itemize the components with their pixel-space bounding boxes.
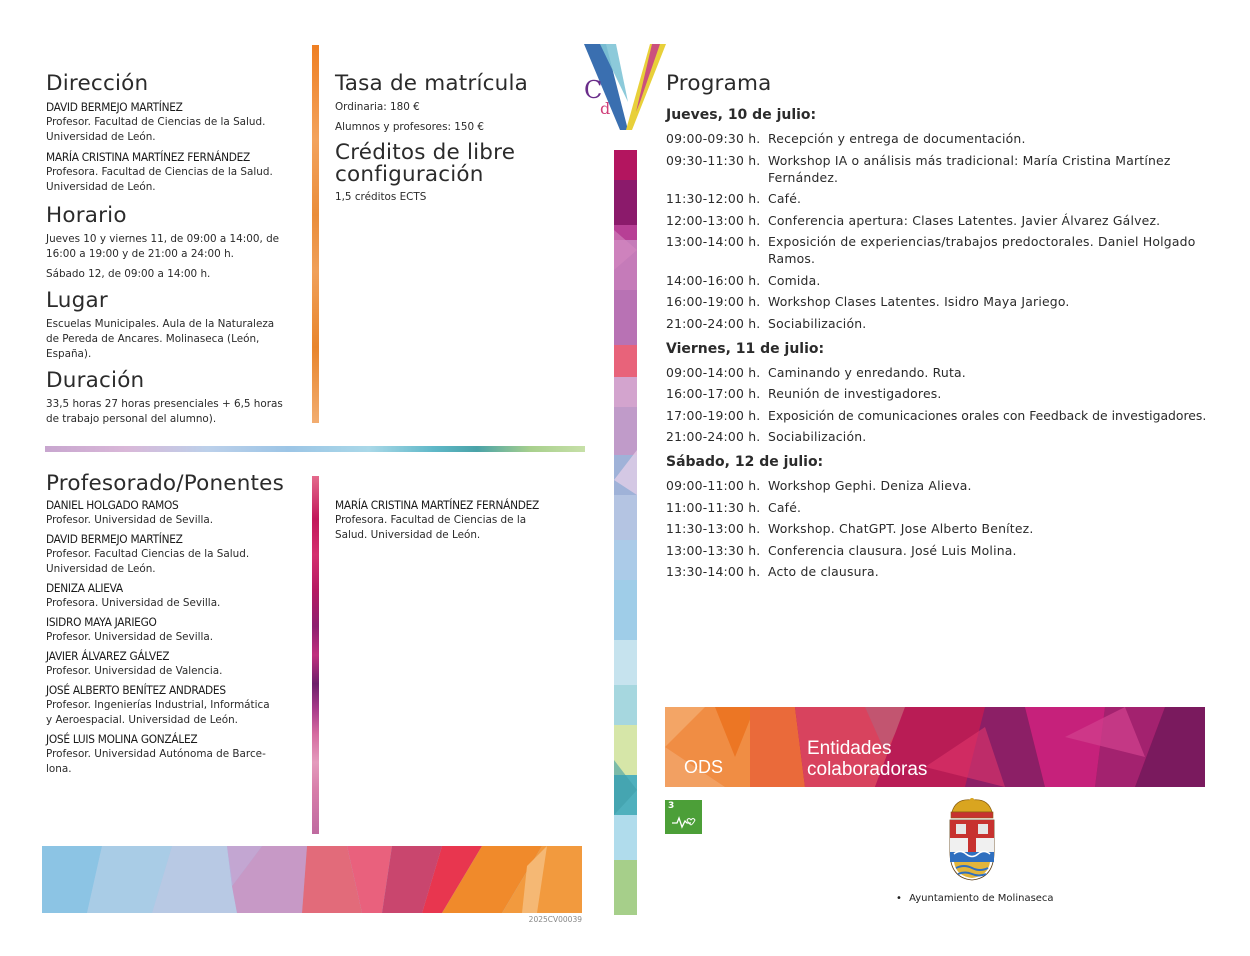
ponente-affiliation: Profesor. Facultad Ciencias de la Salud. [46, 548, 250, 560]
program-time: 21:00-24:00 h. [666, 315, 761, 331]
creditos-value: 1,5 créditos ECTS [335, 191, 427, 203]
ponente-affiliation: y Aeroespacial. Universidad de León. [46, 714, 238, 726]
lugar-text: Escuelas Municipales. Aula de la Naturaleza [46, 318, 275, 330]
program-row [666, 542, 1211, 559]
duracion-text: de trabajo personal del alumno). [46, 413, 217, 425]
program-desc: Café. [768, 191, 802, 206]
program-desc: Workshop Clases Latentes. Isidro Maya Jariego. [768, 294, 1070, 309]
program-time: 11:00-11:30 h. [666, 499, 761, 515]
program-row [666, 499, 1211, 516]
day-heading: Sábado, 12 de julio: [666, 454, 824, 470]
ponente-affiliation: lona. [46, 763, 72, 775]
program-desc: Comida. [768, 272, 821, 288]
ponente-name: JOSÉ ALBERTO BENÍTEZ ANDRADES [46, 683, 226, 697]
director-affiliation: Profesor. Facultad de Ciencias de la Salud. [46, 116, 266, 128]
entidades-line: colaboradoras [807, 759, 928, 780]
direccion-section [46, 72, 308, 200]
program-desc: Acto de clausura. [768, 564, 879, 579]
ponente-affiliation: Profesor. Universidad de Sevilla. [46, 514, 214, 526]
lugar-text: España). [46, 348, 92, 360]
logo-letter: d [600, 99, 611, 118]
creditos-section [335, 142, 575, 205]
creditos-heading-line: configuración [335, 162, 484, 187]
ponente-entry [46, 498, 308, 528]
ayuntamiento-caption [896, 893, 1054, 904]
program-time: 11:30-13:00 h. [666, 521, 761, 536]
horario-heading: Horario [46, 203, 127, 228]
ponente-right [335, 498, 575, 543]
tasa-ordinaria: Ordinaria: 180 € [335, 101, 420, 113]
tasa-heading: Tasa de matrícula [335, 71, 529, 96]
program-row [666, 293, 1211, 310]
programa-heading: Programa [666, 71, 772, 96]
ods-number: 3 [668, 801, 675, 811]
director-2 [46, 150, 308, 195]
ponente-affiliation: Profesor. Universidad de Sevilla. [46, 631, 214, 643]
ponente-name: JAVIER ÁLVAREZ GÁLVEZ [46, 649, 170, 663]
program-row [666, 428, 1211, 445]
ods-label: ODS [684, 757, 724, 777]
duracion-section [46, 369, 308, 427]
director-affiliation: Profesora. Facultad de Ciencias de la Salud. [46, 166, 273, 178]
director-affiliation: Universidad de León. [46, 131, 156, 143]
day-block-saturday [666, 453, 1211, 580]
program-time: 09:30-11:30 h. [666, 152, 761, 168]
program-time: 12:00-13:00 h. [666, 212, 761, 228]
director-1 [46, 100, 308, 145]
program-desc: Conferencia clausura. José Luis Molina. [768, 542, 1017, 558]
ods-entidades-banner [665, 707, 1205, 787]
ponente-affiliation: Profesora. Facultad de Ciencias de la [335, 514, 527, 526]
program-desc: Recepción y entrega de documentación. [768, 131, 1026, 146]
ponente-entry [46, 683, 308, 728]
banner-background [665, 707, 1205, 787]
horario-section [46, 204, 308, 282]
program-row [666, 190, 1211, 207]
program-time: 09:00-14:00 h. [666, 364, 761, 380]
tasa-section [335, 72, 575, 135]
entidades-line: Entidades [807, 738, 892, 759]
profesorado-heading: Profesorado/Ponentes [46, 471, 285, 496]
program-time: 21:00-24:00 h. [666, 429, 761, 444]
caption-bullet: • [896, 893, 902, 904]
ponente-name: ISIDRO MAYA JARIEGO [46, 615, 157, 629]
program-row [666, 212, 1211, 229]
programa-section [666, 72, 1211, 588]
program-desc: Café. [768, 499, 802, 515]
ponente-entry [46, 615, 308, 645]
ponente-name: MARÍA CRISTINA MARTÍNEZ FERNÁNDEZ [335, 498, 540, 512]
ponente-entry [46, 649, 308, 679]
duracion-heading: Duración [46, 368, 145, 393]
entidades-label [807, 738, 927, 780]
program-desc: Workshop Gephi. Deniza Alieva. [768, 478, 972, 493]
ponente-entry [46, 581, 308, 611]
director-name: DAVID BERMEJO MARTÍNEZ [46, 100, 183, 114]
ponente-affiliation: Profesor. Ingenierías Industrial, Informática [46, 699, 270, 711]
heartbeat-icon [671, 814, 697, 830]
ponente-affiliation: Profesor. Universidad Autónoma de Barce- [46, 748, 266, 760]
program-time: 13:00-13:30 h. [666, 542, 761, 558]
direccion-heading: Dirección [46, 71, 149, 96]
program-desc: Sociabilización. [768, 429, 867, 444]
ods-3-badge [665, 800, 702, 834]
profesorado-section [46, 472, 308, 781]
program-time: 11:30-12:00 h. [666, 191, 761, 206]
director-affiliation: Universidad de León. [46, 181, 156, 193]
day-heading: Jueves, 10 de julio: [666, 107, 817, 123]
duracion-text: 33,5 horas 27 horas presenciales + 6,5 horas [46, 398, 283, 410]
program-time: 16:00-19:00 h. [666, 294, 761, 309]
ponente-affiliation: Universidad de León. [46, 563, 156, 575]
program-desc: Conferencia apertura: Clases Latentes. Javier Álvarez Gálvez. [768, 212, 1161, 228]
magenta-divider-bar [312, 476, 319, 834]
lugar-text: de Pereda de Ancares. Molinaseca (León, [46, 333, 260, 345]
program-row [666, 152, 1211, 186]
program-row [666, 563, 1211, 580]
program-time: 13:30-14:00 h. [666, 564, 761, 579]
program-time: 09:00-11:00 h. [666, 478, 761, 493]
ponente-name: JOSÉ LUIS MOLINA GONZÁLEZ [46, 732, 198, 746]
horario-text: 16:00 a 19:00 y de 21:00 a 24:00 h. [46, 248, 234, 260]
horizontal-color-divider [45, 446, 585, 452]
program-row [666, 233, 1211, 267]
orange-divider-bar [312, 45, 319, 423]
ponente-entry [46, 732, 308, 777]
program-time: 13:00-14:00 h. [666, 234, 761, 249]
center-color-stripe [614, 150, 637, 915]
ponente-name: DENIZA ALIEVA [46, 581, 123, 595]
day-block-friday [666, 340, 1211, 446]
director-name: MARÍA CRISTINA MARTÍNEZ FERNÁNDEZ [46, 150, 251, 164]
program-desc: Workshop IA o análisis más tradicional: María Cristina Martínez Fernández. [768, 152, 1171, 185]
ponente-affiliation: Salud. Universidad de León. [335, 529, 481, 541]
program-row [666, 520, 1211, 537]
horario-text: Sábado 12, de 09:00 a 14:00 h. [46, 268, 211, 280]
horario-text: Jueves 10 y viernes 11, de 09:00 a 14:00, de [46, 233, 280, 245]
day-heading: Viernes, 11 de julio: [666, 340, 825, 357]
creditos-heading-line: Créditos de libre [335, 140, 516, 165]
program-row [666, 272, 1211, 289]
ponente-name: DANIEL HOLGADO RAMOS [46, 498, 179, 512]
program-desc: Workshop. ChatGPT. Jose Alberto Benítez. [768, 521, 1034, 536]
ponente-affiliation: Profesora. Universidad de Sevilla. [46, 597, 221, 609]
program-desc: Caminando y enredando. Ruta. [768, 364, 966, 380]
program-desc: Reunión de investigadores. [768, 386, 942, 401]
day-block-thursday [666, 106, 1211, 332]
program-time: 14:00-16:00 h. [666, 272, 761, 288]
program-row [666, 477, 1211, 494]
decorative-polygon-banner [42, 846, 582, 913]
program-desc: Exposición de comunicaciones orales con Feedback de investigadores. [768, 407, 1207, 423]
logo-letter: C [584, 76, 603, 104]
lugar-heading: Lugar [46, 288, 108, 313]
program-row [666, 130, 1211, 147]
cdv-logo-icon [580, 42, 670, 132]
ponente-entry [46, 532, 308, 577]
program-time: 16:00-17:00 h. [666, 386, 761, 401]
program-row [666, 364, 1211, 381]
program-time: 09:00-09:30 h. [666, 131, 761, 146]
program-row [666, 315, 1211, 332]
creditos-heading [335, 142, 575, 186]
ponente-name: DAVID BERMEJO MARTÍNEZ [46, 532, 183, 546]
ayuntamiento-label: Ayuntamiento de Molinaseca [909, 893, 1054, 904]
program-desc: Sociabilización. [768, 315, 867, 331]
molinaseca-coat-of-arms-icon [946, 798, 998, 882]
lugar-section [46, 289, 308, 362]
footer-code: 2025CV00039 [528, 915, 582, 924]
program-row [666, 407, 1211, 424]
program-time: 17:00-19:00 h. [666, 407, 761, 423]
tasa-alumnos: Alumnos y profesores: 150 € [335, 121, 485, 133]
program-row [666, 385, 1211, 402]
ponente-affiliation: Profesor. Universidad de Valencia. [46, 665, 223, 677]
program-desc: Exposición de experiencias/trabajos predoctorales. Daniel Holgado Ramos. [768, 234, 1196, 266]
